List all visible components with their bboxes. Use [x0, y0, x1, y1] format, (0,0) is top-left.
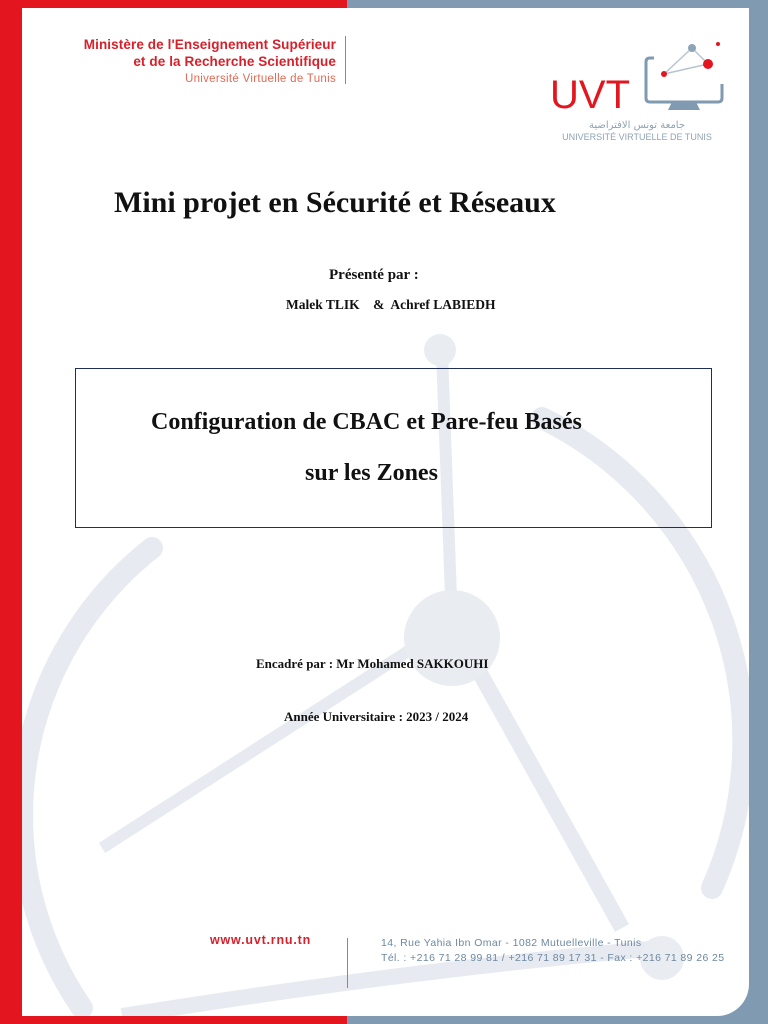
- academic-year: Année Universitaire : 2023 / 2024: [284, 709, 469, 724]
- ministry-line-2: et de la Recherche Scientifique: [133, 54, 336, 69]
- subject-line-2: sur les Zones: [305, 460, 438, 486]
- supervisor: Encadré par : Mr Mohamed SAKKOUHI: [256, 656, 489, 671]
- website-link[interactable]: www.uvt.rnu.tn: [210, 933, 312, 947]
- address-line-2: Tél. : +216 71 28 99 81 / +216 71 89 17 31 - Fax : +216 71 89 26 25: [381, 952, 725, 964]
- ministry-header: [38, 36, 336, 88]
- subject-line-1: Configuration de CBAC et Pare-feu Basés: [151, 409, 582, 435]
- footer-address: [381, 936, 725, 966]
- document-title: Mini projet en Sécurité et Réseaux: [114, 186, 556, 219]
- uvt-logo: [522, 36, 732, 146]
- logo-text: UVT: [550, 73, 630, 117]
- header-divider: [345, 36, 346, 84]
- subject-box: [75, 368, 712, 528]
- network-monitor-icon: [646, 42, 722, 110]
- logo-arabic: جامعة تونس الافتراضية: [588, 120, 686, 131]
- university-name: Université Virtuelle de Tunis: [184, 73, 336, 85]
- authors: Malek TLIK & Achref LABIEDH: [286, 297, 496, 312]
- address-line-1: 14, Rue Yahia Ibn Omar - 1082 Mutuelleville - Tunis: [381, 937, 642, 949]
- ministry-line-1: Ministère de l'Enseignement Supérieur: [83, 37, 336, 52]
- footer-divider: [347, 938, 348, 988]
- logo-subtitle: UNIVERSITÉ VIRTUELLE DE TUNIS: [562, 132, 712, 142]
- presented-by-label: Présenté par :: [329, 267, 419, 283]
- cover-page: [22, 8, 749, 1016]
